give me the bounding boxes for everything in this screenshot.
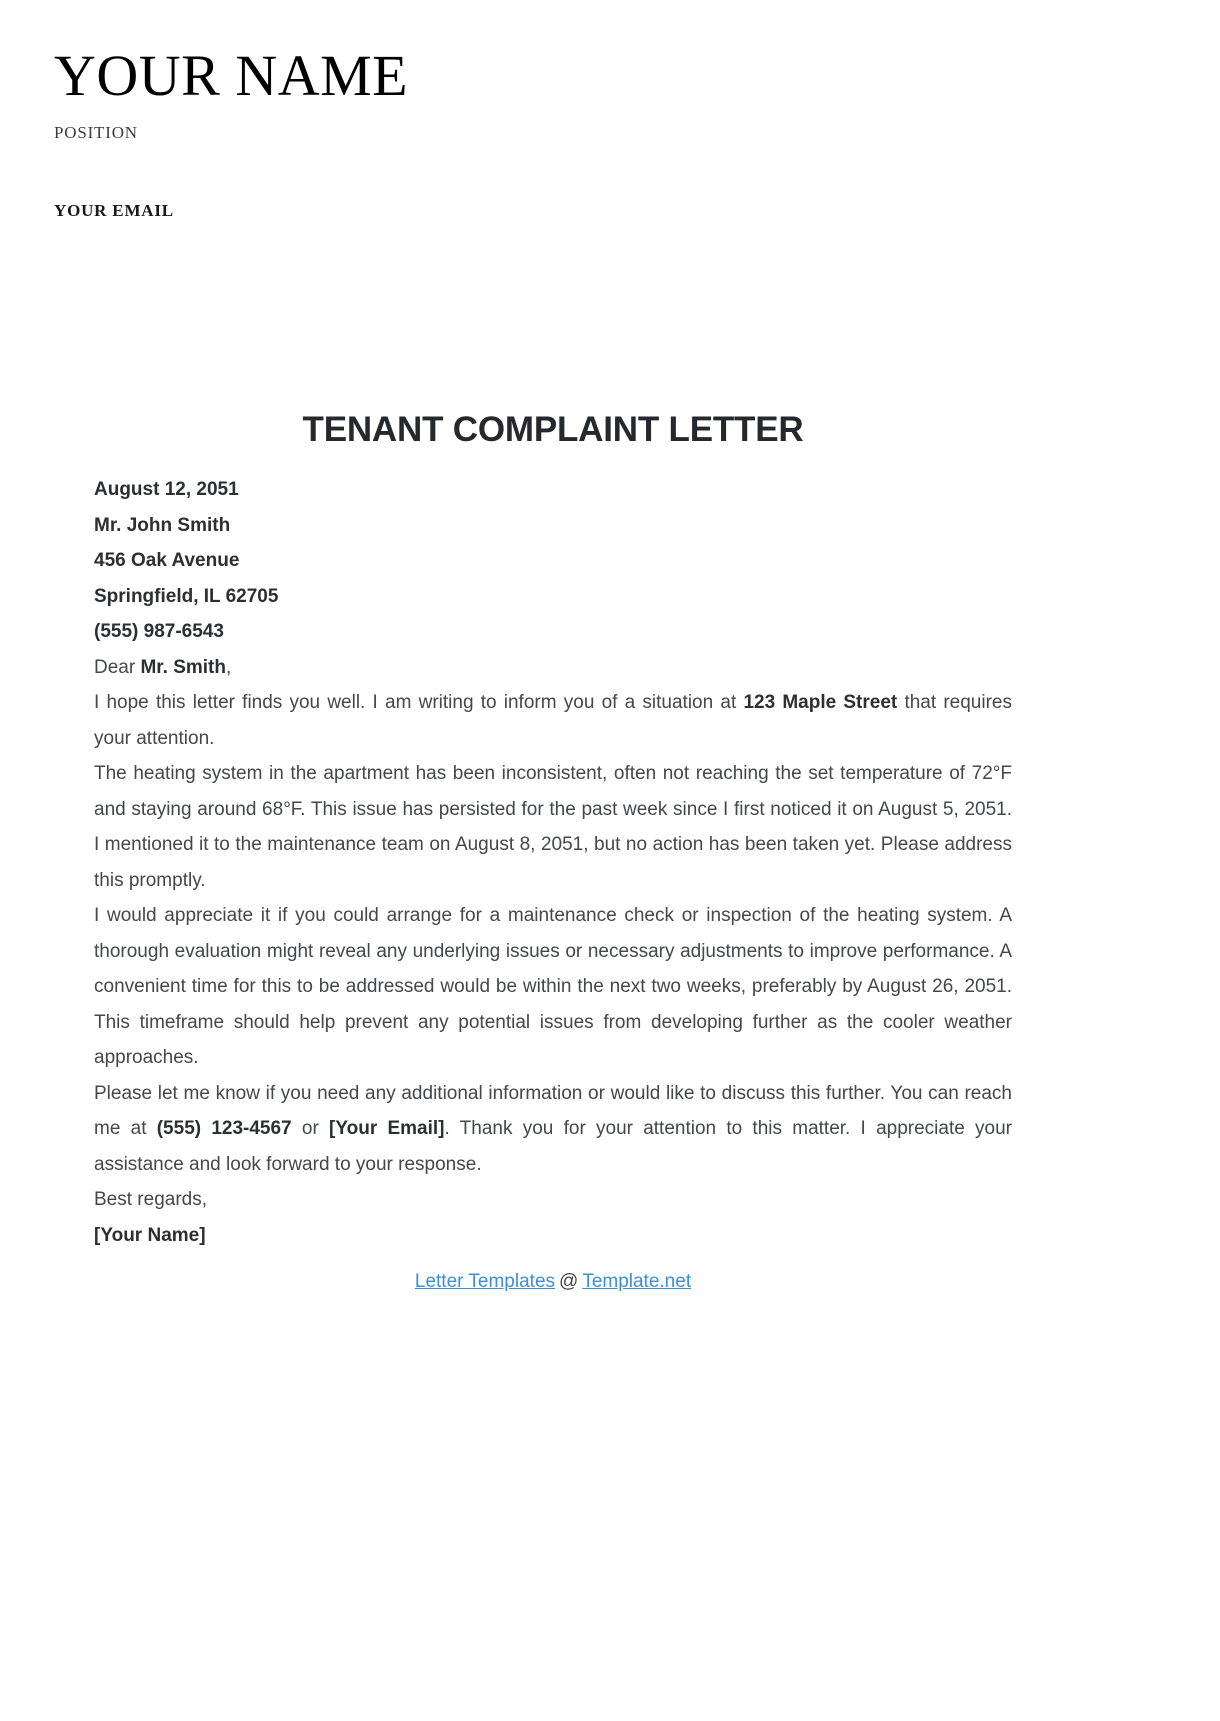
closing-line: Best regards,: [94, 1189, 207, 1210]
letterhead-name: YOUR NAME: [54, 43, 409, 108]
paragraph-contact: [94, 1076, 1012, 1183]
sender-email-placeholder: [Your Email]: [329, 1118, 445, 1139]
letter-templates-link[interactable]: Letter Templates: [414, 1271, 556, 1292]
salutation: [94, 650, 1012, 686]
recipient-phone: (555) 987-6543: [94, 621, 224, 642]
salutation-prefix: Dear: [94, 656, 141, 678]
paragraph-request: I would appreciate it if you could arrange for a maintenance check or inspection of the heating system. A thorough evaluation might reveal any underlying issues or necessary adjustments to improve performance. A convenient time for this to be addressed would be within the next two weeks, preferably by August 26, 2051. This timeframe should help prevent any potential issues from developing further as the cooler weather approaches.: [94, 905, 1012, 1068]
template-net-link[interactable]: Template.net: [582, 1271, 692, 1292]
paragraph-4-part-3: . Thank you for your attention to this matter. I appreciate your assistance and look forward to your response.: [94, 1118, 1013, 1175]
recipient-street: 456 Oak Avenue: [94, 550, 240, 571]
signature-name: [Your Name]: [94, 1224, 206, 1246]
address-block: [94, 472, 1012, 650]
salutation-recipient: Mr. Smith: [140, 656, 226, 678]
letterhead-email: YOUR EMAIL: [54, 201, 174, 220]
footer-separator: @: [559, 1271, 579, 1292]
paragraph-4-part-2: or: [291, 1118, 330, 1139]
recipient-name: Mr. John Smith: [94, 514, 231, 536]
recipient-city-state-zip: Springfield, IL 62705: [94, 585, 279, 607]
page-title: TENANT COMPLAINT LETTER: [302, 410, 804, 449]
paragraph-intro: [94, 685, 1012, 756]
paragraph-issue-description: The heating system in the apartment has been inconsistent, often not reaching the set temperature of 72°F and staying around 68°F. This issue has persisted for the past week since I first noticed it on August 5, 2051. I mentioned it to the maintenance team on August 8, 2051, but no action has been taken yet. Please address this promptly.: [94, 763, 1012, 891]
property-address: 123 Maple Street: [743, 692, 898, 713]
salutation-suffix: ,: [225, 656, 232, 678]
letter-body: [94, 408, 1012, 1297]
letterhead-position: POSITION: [54, 123, 138, 142]
footer-attribution: [94, 1267, 1012, 1297]
letter-date: August 12, 2051: [94, 479, 239, 500]
sender-phone: (555) 123-4567: [156, 1118, 292, 1139]
paragraph-1-part-1: I hope this letter finds you well. I am writing to inform you of a situation at: [94, 692, 744, 713]
paragraph-4-part-1: Please let me know if you need any additional information or would like to discuss this further. You can reach me at: [94, 1082, 1012, 1139]
paragraph-1-part-2: that requires your attention.: [94, 692, 1012, 749]
letterhead: [54, 44, 954, 222]
